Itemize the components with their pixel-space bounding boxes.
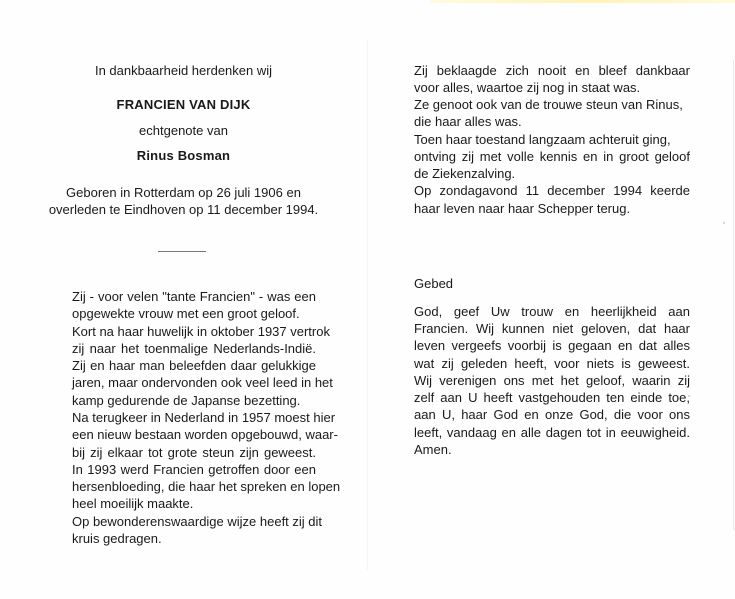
prayer-line: Francien. Wij kunnen niet geloven, dat haar bbox=[414, 321, 690, 336]
spouse-label: echtgenote van bbox=[139, 123, 228, 138]
closing-line: Ze genoot ook van de trouwe steun van Rinus, bbox=[414, 97, 683, 112]
bio-line: Op bewonderenswaardige wijze heeft zij dit bbox=[72, 514, 323, 529]
bio-line: opgewekte vrouw met een groot geloof. bbox=[72, 306, 300, 321]
closing-line: haar leven naar haar Schepper terug. bbox=[414, 201, 631, 216]
prayer-line: Amen. bbox=[414, 442, 452, 457]
prayer-line: leeft, vandaag en alle dagen tot in eeuwigheid. bbox=[414, 425, 690, 440]
closing-line: voor alles, waartoe zij nog in staat was. bbox=[414, 80, 641, 95]
right-edge bbox=[733, 60, 734, 530]
bio-line: zij naar het toenmalige Nederlands-Indië. bbox=[72, 341, 316, 356]
closing-line: die haar alles was. bbox=[414, 114, 522, 129]
prayer-line: Wij verenigen ons met het geloof, waarin zij bbox=[414, 373, 690, 388]
prayer-line: zelf aan U heeft vastgehouden ten einde toe, bbox=[414, 390, 690, 405]
bio-line: Na terugkeer in Nederland in 1957 moest hier bbox=[72, 410, 336, 425]
intro-line: In dankbaarheid herdenken wij bbox=[94, 63, 273, 78]
fold-line bbox=[367, 40, 368, 570]
birth-line: Geboren in Rotterdam op 26 juli 1906 en bbox=[66, 185, 301, 200]
bio-line: bij zij elkaar tot grote steun zijn geweest. bbox=[72, 445, 316, 460]
bio-line: jaren, maar ondervonden ook veel leed in het bbox=[72, 375, 333, 390]
spouse-name: Rinus Bosman bbox=[136, 148, 231, 163]
prayer-heading: Gebed bbox=[414, 276, 454, 291]
bio-line: In 1993 werd Francien getroffen door een bbox=[72, 462, 316, 477]
bio-line: kruis gedragen. bbox=[72, 531, 162, 546]
closing-line: ontving zij met volle kennis en in groot geloof bbox=[414, 149, 690, 164]
speck bbox=[723, 222, 725, 224]
prayer-line: aan U, haar God en onze God, die voor ons bbox=[414, 407, 690, 422]
closing-line: de Ziekenzalving. bbox=[414, 166, 516, 181]
bio-line: heel moeilijk maakte. bbox=[72, 496, 194, 511]
bio-line: kamp gedurende de Japanse bezetting. bbox=[72, 393, 301, 408]
top-stripe bbox=[430, 0, 735, 3]
closing-line: Zij beklaagde zich nooit en bleef dankbaar bbox=[414, 63, 690, 78]
deceased-name: FRANCIEN VAN DIJK bbox=[116, 97, 251, 112]
bio-line: hersenbloeding, die haar het spreken en lopen bbox=[72, 479, 341, 494]
prayer-line: wat zij geleden heeft, voor niets is geweest. bbox=[414, 356, 690, 371]
divider bbox=[158, 251, 206, 252]
bio-line: Zij - voor velen "tante Francien" - was een bbox=[72, 289, 316, 304]
bio-line: Zij en haar man beleefden daar gelukkige bbox=[72, 358, 316, 373]
bio-line: Kort na haar huwelijk in oktober 1937 vertrok bbox=[72, 324, 330, 339]
prayer-line: leven vergeefs voorbij is gegaan en dat alles bbox=[414, 338, 690, 353]
bio-line: een nieuw bestaan worden opgebouwd, waar- bbox=[72, 427, 338, 442]
death-line: overleden te Eindhoven op 11 december 1994. bbox=[48, 202, 319, 217]
prayer-line: God, geef Uw trouw en heerlijkheid aan bbox=[414, 304, 690, 319]
closing-line: Toen haar toestand langzaam achteruit ging, bbox=[414, 132, 671, 147]
closing-line: Op zondagavond 11 december 1994 keerde bbox=[414, 183, 690, 198]
